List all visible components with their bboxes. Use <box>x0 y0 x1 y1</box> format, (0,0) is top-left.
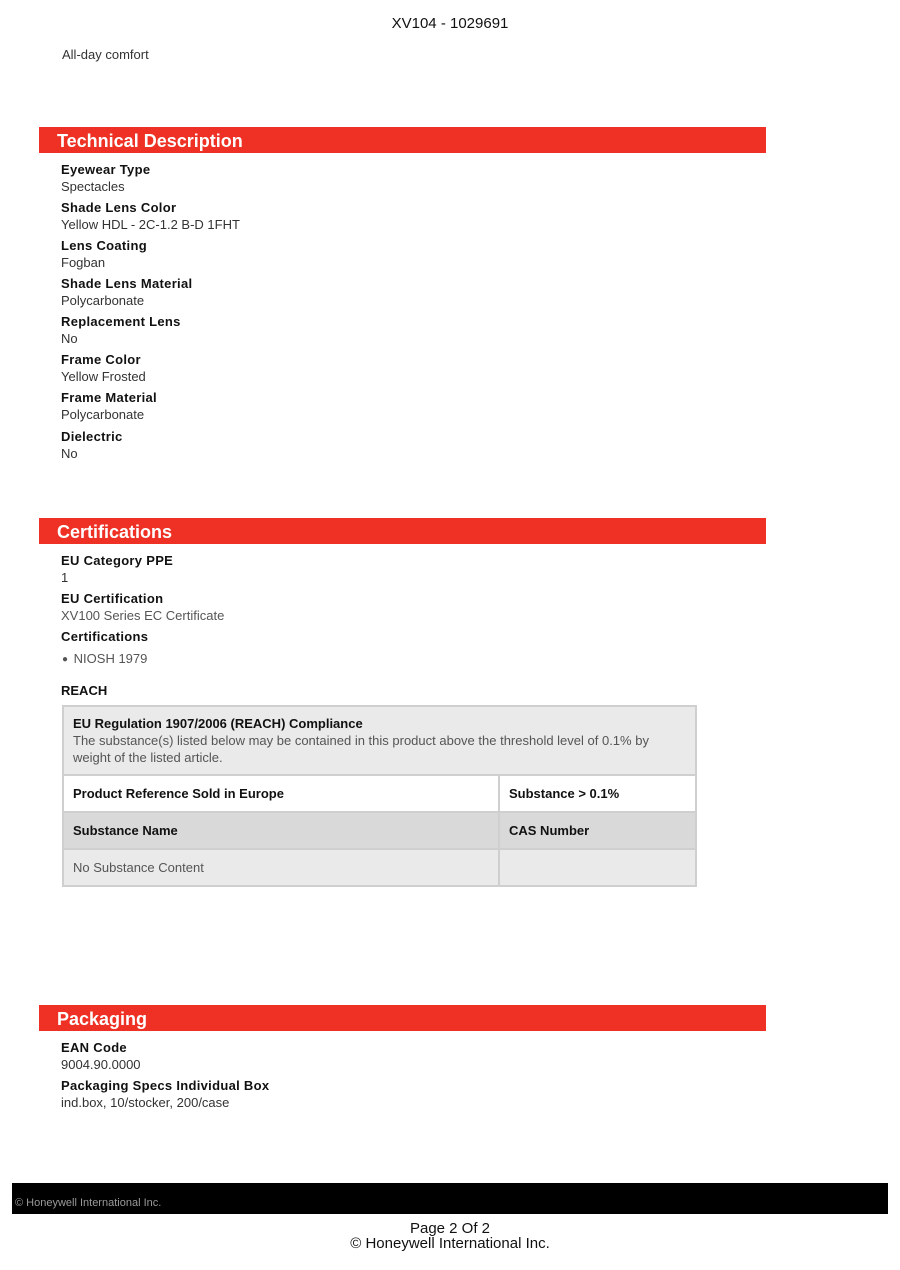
field-label-certifications: Certifications <box>61 629 149 644</box>
section-packaging: Packaging <box>39 1005 766 1031</box>
field-label-eu-certification: EU Certification <box>61 591 164 606</box>
field-value-packaging-specs: ind.box, 10/stocker, 200/case <box>61 1095 230 1110</box>
table-cell <box>500 850 695 885</box>
section-technical-description: Technical Description <box>39 127 766 153</box>
footer-bar <box>12 1183 888 1214</box>
field-value-ean-code: 9004.90.0000 <box>61 1057 141 1072</box>
table-row <box>64 813 695 850</box>
reach-table-description: The substance(s) listed below may be contained in this product above the threshold level of 0.1% by weight of the listed article. <box>73 733 649 765</box>
page-footer <box>0 1221 900 1251</box>
table-row <box>64 776 695 813</box>
field-label-shade-lens-material: Shade Lens Material <box>61 276 193 291</box>
page-number: Page 2 Of 2 <box>409 1220 491 1237</box>
field-value-frame-color: Yellow Frosted <box>61 369 146 384</box>
intro-text: All-day comfort <box>62 47 149 62</box>
table-cell: CAS Number <box>509 823 590 838</box>
field-label-ean-code: EAN Code <box>61 1040 127 1055</box>
reach-table-title: EU Regulation 1907/2006 (REACH) Compliance <box>73 716 363 731</box>
field-label-lens-coating: Lens Coating <box>61 238 147 253</box>
table-cell: Substance Name <box>64 813 500 848</box>
field-value-replacement-lens: No <box>61 331 78 346</box>
field-value-shade-lens-color: Yellow HDL - 2C-1.2 B-D 1FHT <box>61 217 240 232</box>
document-title: XV104 - 1029691 <box>391 15 509 32</box>
bullet-icon: ● <box>62 654 69 665</box>
field-value-eu-category-ppe: 1 <box>61 570 69 585</box>
field-label-packaging-specs: Packaging Specs Individual Box <box>61 1078 270 1093</box>
reach-table <box>62 705 697 887</box>
field-value-eyewear-type: Spectacles <box>61 179 125 194</box>
field-value-lens-coating: Fogban <box>61 255 106 270</box>
certification-item-label: NIOSH 1979 <box>73 651 148 666</box>
table-cell: No Substance Content <box>64 850 500 885</box>
certification-list-item <box>62 651 147 666</box>
footer-bar-copyright: © Honeywell International Inc. <box>15 1197 162 1209</box>
table-cell: Product Reference Sold in Europe <box>64 776 500 811</box>
table-cell: Substance > 0.1% <box>509 786 620 801</box>
reach-table-header <box>64 707 695 776</box>
footer-copyright: © Honeywell International Inc. <box>350 1235 550 1252</box>
field-label-eyewear-type: Eyewear Type <box>61 162 151 177</box>
field-label-eu-category-ppe: EU Category PPE <box>61 553 174 568</box>
reach-label: REACH <box>61 683 108 698</box>
field-value-frame-material: Polycarbonate <box>61 407 145 422</box>
field-label-dielectric: Dielectric <box>61 429 123 444</box>
field-label-frame-material: Frame Material <box>61 390 157 405</box>
field-label-frame-color: Frame Color <box>61 352 141 367</box>
field-label-shade-lens-color: Shade Lens Color <box>61 200 177 215</box>
field-value-eu-certification: XV100 Series EC Certificate <box>61 608 225 623</box>
field-value-dielectric: No <box>61 446 78 461</box>
section-certifications: Certifications <box>39 518 766 544</box>
field-value-shade-lens-material: Polycarbonate <box>61 293 145 308</box>
field-label-replacement-lens: Replacement Lens <box>61 314 181 329</box>
table-row <box>64 850 695 885</box>
